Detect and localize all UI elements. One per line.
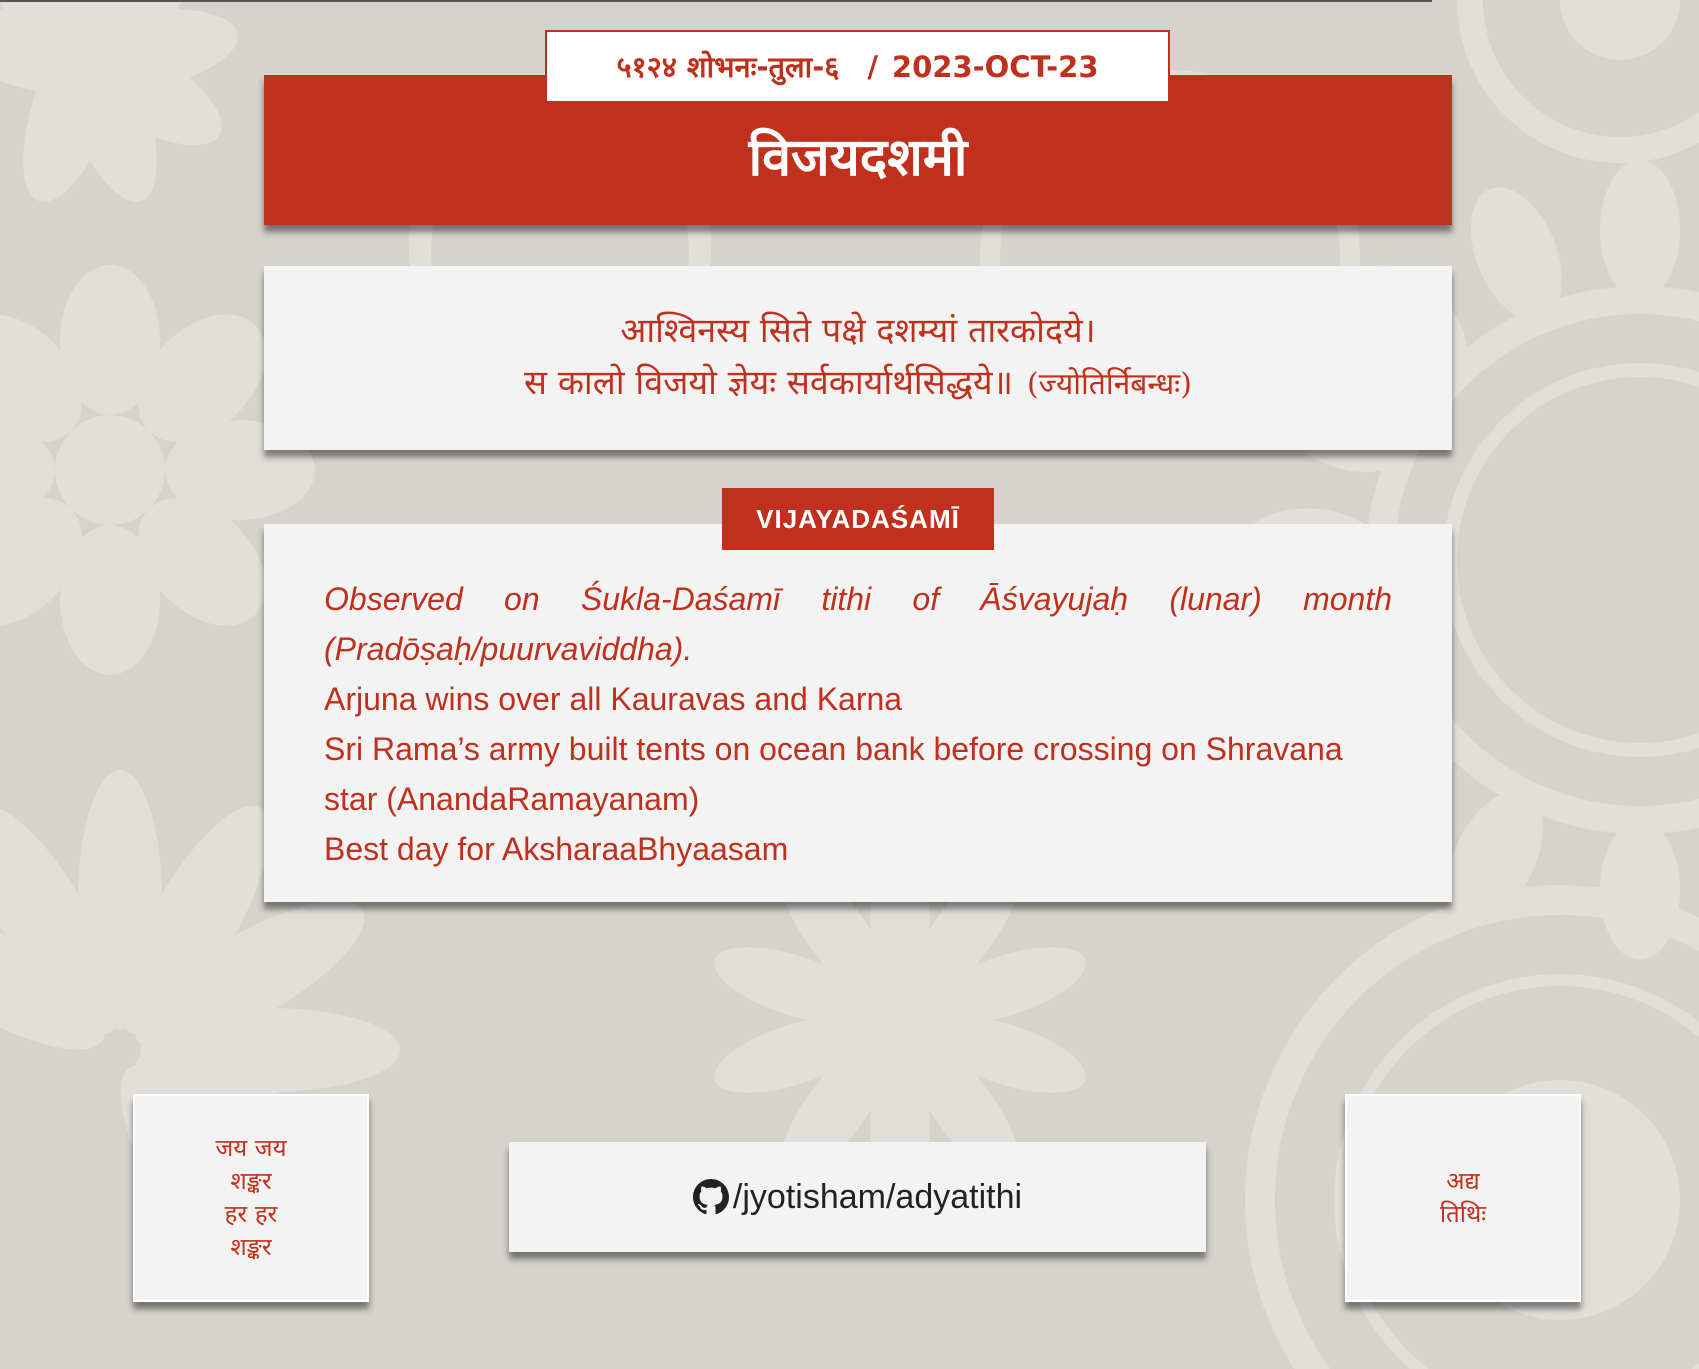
left-card-line-4: शङ्कर: [230, 1233, 272, 1261]
description-line-3: Best day for AksharaaBhyaasam: [324, 831, 789, 867]
description-line-1: Arjuna wins over all Kauravas and Karna: [324, 681, 903, 717]
shloka-source: (ज्योतिर्निबन्धः): [1026, 367, 1192, 402]
github-icon: [693, 1179, 729, 1215]
description-line-2: Sri Rama’s army built tents on ocean bank before crossing on Shravana star (AnandaRamayanam): [324, 731, 1343, 817]
shloka-card: [264, 266, 1452, 450]
date-separator: /: [867, 49, 878, 84]
description-card: [264, 524, 1452, 902]
left-card-line-3: हर हर: [224, 1200, 278, 1228]
shloka-line-2-container: [524, 357, 1192, 411]
page-title: विजयदशमी: [748, 128, 968, 188]
date-devanagari: ५१२४ शोभनः-तुला-६: [616, 50, 840, 84]
adya-tithi-card: [1345, 1094, 1581, 1302]
shloka-line-1: आश्विनस्य सिते पक्षे दशम्यां तारकोदये।: [620, 311, 1096, 351]
left-card-line-1: जय जय: [215, 1134, 287, 1162]
jaya-shankara-card: [133, 1094, 369, 1302]
right-card-line-2: तिथिः: [1439, 1200, 1487, 1228]
left-card-line-2: शङ्कर: [230, 1167, 272, 1195]
section-label: VIJAYADAŚAMĪ: [722, 488, 994, 550]
github-path: /jyotisham/adyatithi: [732, 1177, 1023, 1216]
right-card-line-1: अद्य: [1446, 1167, 1480, 1195]
date-gregorian: 2023-OCT-23: [891, 49, 1099, 84]
observed-text: Observed on Śukla-Daśamī tithi of Āśvayujaḥ (lunar) month (Pradōṣaḥ/puurvaviddha).: [324, 581, 1392, 667]
github-link[interactable]: [509, 1142, 1206, 1252]
date-header: [545, 30, 1170, 103]
shloka-line-2: स कालो विजयो ज्ञेयः सर्वकार्यार्थसिद्धये॥: [524, 363, 1013, 403]
top-divider-line: [0, 0, 1432, 2]
